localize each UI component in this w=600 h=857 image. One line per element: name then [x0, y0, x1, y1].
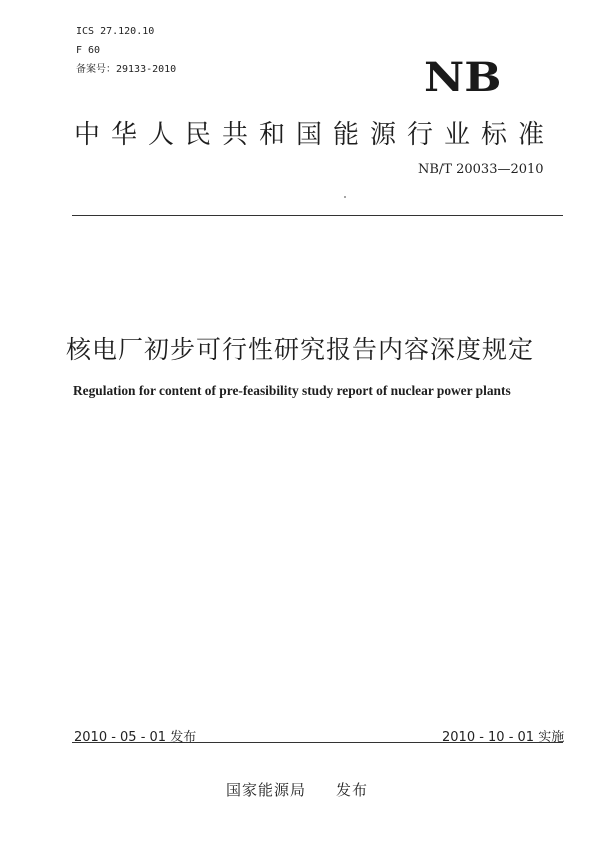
org-title: 中华人民共和国能源行业标准: [74, 120, 556, 150]
document-title-en: Regulation for content of pre-feasibility study report of nuclear power plants: [73, 383, 511, 398]
effective-date: 2010 - 10 - 01 实施: [442, 730, 565, 745]
scan-speck: [344, 196, 346, 198]
standard-number: NB/T 20033—2010: [418, 162, 544, 177]
document-title-cn: 核电厂初步可行性研究报告内容深度规定: [66, 335, 535, 364]
issuer-name: 国家能源局: [226, 781, 307, 799]
issuer-action: 发布: [336, 781, 369, 799]
scan-corner-marks: [548, 0, 600, 6]
issue-date: 2010 - 05 - 01 发布: [74, 730, 197, 745]
issuer-line: [226, 779, 368, 800]
footer-divider: [72, 742, 563, 743]
header-divider: [72, 215, 563, 216]
ics-code: ICS 27.120.10: [76, 26, 155, 37]
nb-logo-icon: NB: [424, 54, 502, 102]
classification-block: [76, 22, 176, 79]
record-number: 备案号：29133-2010: [76, 64, 177, 75]
category-code: F 60: [76, 45, 101, 56]
